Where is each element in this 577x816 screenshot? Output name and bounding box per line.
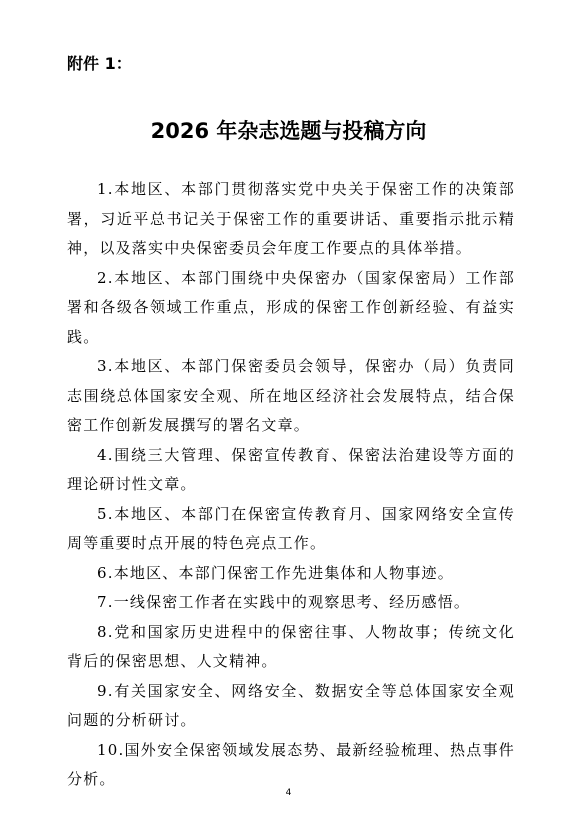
page-number: 4	[285, 788, 292, 798]
paragraph-2: 2.本地区、本部门围绕中央保密办（国家保密局）工作部署和各级各领域工作重点，形成的保密工作创新经验、有益实践。	[67, 268, 515, 346]
document-title: 2026 年杂志选题与投稿方向	[150, 119, 427, 143]
paragraph-7: 7.一线保密工作者在实践中的观察思考、经历感悟。	[97, 593, 471, 611]
document-body	[67, 175, 515, 795]
paragraph-9: 9.有关国家安全、网络安全、数据安全等总体国家安全观问题的分析研讨。	[67, 681, 515, 729]
attachment-label: 附件 1：	[67, 54, 132, 73]
paragraph-10: 10.国外安全保密领域发展态势、最新经验梳理、热点事件分析。	[67, 740, 515, 788]
paragraph-6: 6.本地区、本部门保密工作先进集体和人物事迹。	[97, 563, 454, 582]
paragraph-3: 3.本地区、本部门保密委员会领导，保密办（局）负责同志围绕总体国家安全观、所在地区经济社会发展特点，结合保密工作创新发展撰写的署名文章。	[67, 357, 515, 434]
paragraph-1: 1.本地区、本部门贯彻落实党中央关于保密工作的决策部署，习近平总书记关于保密工作的重要讲话、重要指示批示精神，以及落实中央保密委员会年度工作要点的具体举措。	[67, 180, 515, 257]
paragraph-5: 5.本地区、本部门在保密宣传教育月、国家网络安全宣传周等重要时点开展的特色亮点工作。	[67, 504, 515, 552]
paragraph-4: 4.围绕三大管理、保密宣传教育、保密法治建设等方面的理论研讨性文章。	[67, 445, 515, 493]
paragraph-8: 8.党和国家历史进程中的保密往事、人物故事；传统文化背后的保密思想、人文精神。	[67, 622, 515, 670]
